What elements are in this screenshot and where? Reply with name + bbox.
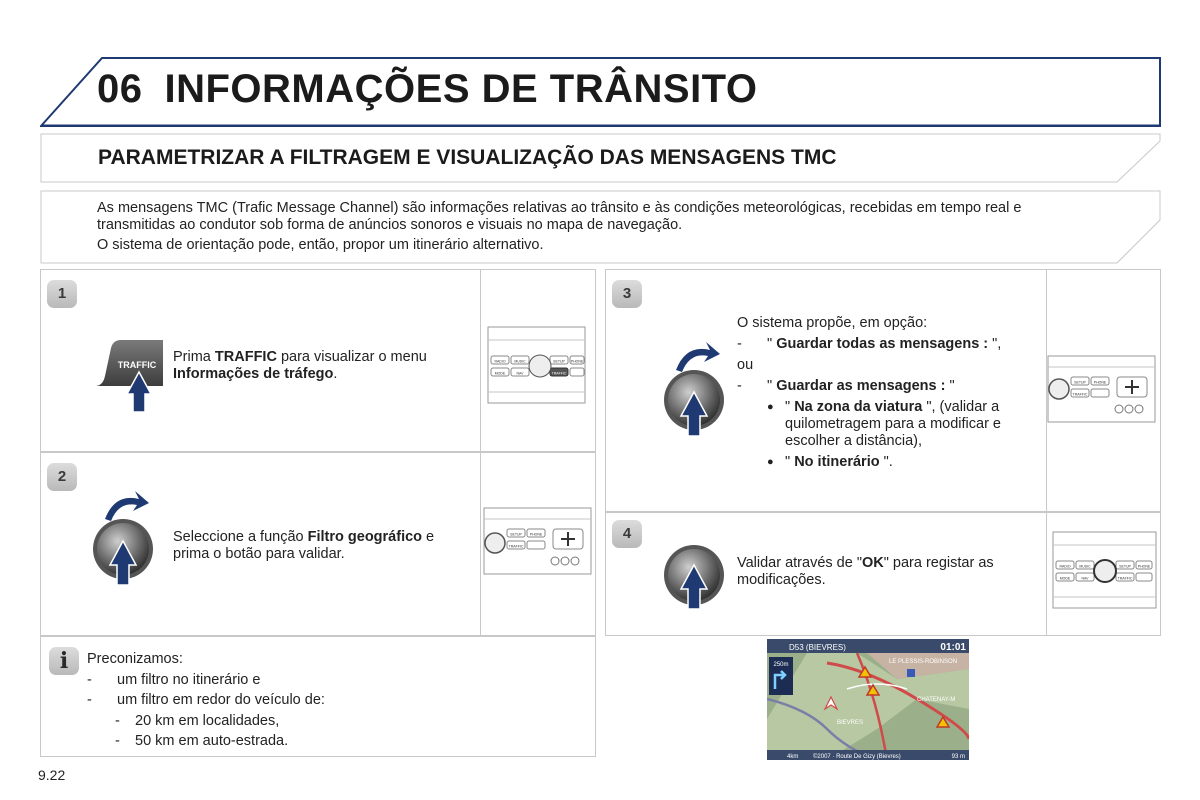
panel-3-phone-label: PHONE [1093,380,1107,385]
step-3-box [605,269,1161,512]
intro-paragraph-1: As mensagens TMC (Trafic Message Channel) são informações relativas ao trânsito e às condições meteorológicas, recebidas em tempo real e transmitidas ao condutor sob forma de anúncios sonoros e visuais no mapa de navegação. [97,200,1022,233]
step-3-sub2-bold: No itinerário [794,454,880,470]
recommendation-item-1 [87,670,325,691]
section-title: PARAMETRIZAR A FILTRAGEM E VISUALIZAÇÃO DAS MENSAGENS TMC [98,146,837,169]
panel-2-phone-label: PHONE [529,532,543,537]
step-3-sub-option-2 [737,454,1037,471]
step-3-dash-1: - [737,336,742,352]
step-1-text-b: para visualizar o menu [276,349,427,365]
recommendation-text [87,649,325,752]
panel-1-traffic-label: TRAFFIC [551,371,567,376]
step-3-bullet-1: ● [767,401,774,413]
control-panel-4 [1052,531,1158,609]
step-2-box [40,452,596,636]
step-3-text [737,315,1037,471]
panel-2-setup-label: SETUP [510,532,522,537]
step-3-opt2-b: " [945,378,955,394]
rotary-knob-icon [89,489,164,589]
step-3-opt1-b: ", [988,336,1002,352]
map-time: 01:01 [940,642,966,653]
map-scale: 4km [787,754,799,760]
step-1-text-c: . [333,365,338,382]
intro-text [97,200,1097,258]
chapter-title-text: INFORMAÇÕES DE TRÂNSITO [164,67,758,111]
step-2-bold-a: Filtro geográfico [307,529,423,545]
panel-4-setup-label: SETUP [1119,564,1131,569]
step-1-bold-a: TRAFFIC [214,349,277,365]
step-1-bold-b: Informações de tráfego [173,365,334,382]
map-town-bievres: BIEVRES [837,720,864,726]
step-3-opt2-bold: Guardar as mensagens : [776,378,946,394]
rotary-knob-icon [660,340,735,440]
panel-3-traffic-label: TRAFFIC [1072,392,1088,397]
step-3-dash-2: - [737,378,742,394]
traffic-key-icon [77,336,167,416]
step-3-option-1 [737,336,1037,353]
map-turn-distance: 250m [773,662,789,668]
panel-4-traffic-label: TRAFFIC [1117,576,1133,581]
step-4-text-a: Validar através de " [737,555,862,571]
step-2-badge: 2 [47,463,77,491]
info-icon: i [49,647,79,675]
step-1-text-a: Prima [173,349,215,365]
recommendation-sub-2 [87,731,325,752]
recommendation-dash-1: - [87,671,92,688]
intro-paragraph-2: O sistema de orientação pode, então, propor um itinerário alternativo. [97,237,544,253]
step-1-text [173,349,473,382]
step-3-intro: O sistema propõe, em opção: [737,315,928,331]
panel-4-music-label: MUSIC [1079,564,1091,569]
step-3-bullet-2: ● [767,456,774,468]
panel-2-traffic-label: TRAFFIC [508,544,524,549]
recommendation-sub-1-text: 20 km em localidades, [135,712,280,729]
navigation-map-screenshot [767,639,969,760]
step-1-divider [480,270,481,451]
step-3-or: ou [737,357,754,373]
step-2-text-a: Seleccione a função [173,529,308,545]
map-town-chatenay: CHATENAY-M [917,697,956,703]
recommendation-sub-2-text: 50 km em auto-estrada. [135,733,289,749]
step-1-box [40,269,596,452]
panel-1-phone-label: PHONE [570,359,584,364]
traffic-key-label: TRAFFIC [117,360,157,370]
step-3-opt2-a: " [767,378,777,394]
step-3-option-2 [737,378,1037,395]
panel-4-nav-label: NAV [1081,576,1089,581]
step-4-bold-a: OK [861,555,884,571]
step-4-badge: 4 [612,520,642,548]
section-title-bar [40,133,1161,183]
parking-icon [907,669,915,677]
panel-1-mode-label: MODE [494,371,506,376]
panel-1-nav-label: NAV [516,371,524,376]
recommendation-dash-2: - [87,692,92,708]
panel-1-radio-label: RADIO [494,359,506,364]
control-panel-3 [1047,355,1157,423]
map-footer-distance: 93 m [951,754,965,760]
step-2-text [173,529,473,562]
recommendation-dash-3: - [115,712,120,729]
step-2-text-b: e prima o botão para validar. [173,529,435,562]
step-3-sub-option-1 [737,399,1037,450]
map-road-label: D53 (BIEVRES) [789,643,846,652]
step-3-sub1-a: " [785,399,795,415]
step-4-text [737,555,1037,588]
panel-4-mode-label: MODE [1059,576,1071,581]
panel-4-phone-label: PHONE [1137,564,1151,569]
panel-1-setup-label: SETUP [553,359,565,364]
recommendation-dash-4: - [115,733,120,749]
recommendation-sub-1 [87,711,325,732]
ok-knob-icon [660,541,735,611]
recommendation-title: Preconizamos: [87,651,183,667]
step-3-opt1-bold: Guardar todas as mensagens : [776,336,989,352]
control-panel-2 [483,507,593,575]
recommendation-item-1-text: um filtro no itinerário e [117,671,261,688]
step-3-sub1-b: ", (validar a quilometragem para a modificar e escolher a distância), [785,399,1001,449]
step-1-badge: 1 [47,280,77,308]
panel-3-setup-label: SETUP [1074,380,1086,385]
step-3-sub2-a: " [785,454,795,470]
step-4-text-b: " para registar as modificações. [737,555,994,588]
step-3-badge: 3 [612,280,642,308]
step-2-divider [480,453,481,635]
recommendation-item-2 [87,690,325,711]
page-number: 9.22 [38,767,66,783]
step-4-divider [1046,513,1047,635]
panel-1-music-label: MUSIC [514,359,526,364]
step-3-opt1-a: " [767,336,777,352]
recommendation-item-2-text: um filtro em redor do veículo de: [117,692,325,708]
chapter-number: 06 [97,67,143,111]
step-3-sub2-b: ". [879,454,893,470]
step-3-sub1-bold: Na zona da viatura [794,399,923,415]
chapter-header [40,57,1161,127]
intro-box [40,190,1161,264]
map-town-plessis: LE PLESSIS-ROBINSON [889,659,958,665]
panel-4-radio-label: RADIO [1059,564,1071,569]
chapter-title [97,67,758,112]
control-panel-1 [487,326,587,404]
map-footer-road: ©2007 · Route De Gizy (Bievres) [813,754,901,760]
recommendation-box [40,636,596,757]
step-4-box [605,512,1161,636]
